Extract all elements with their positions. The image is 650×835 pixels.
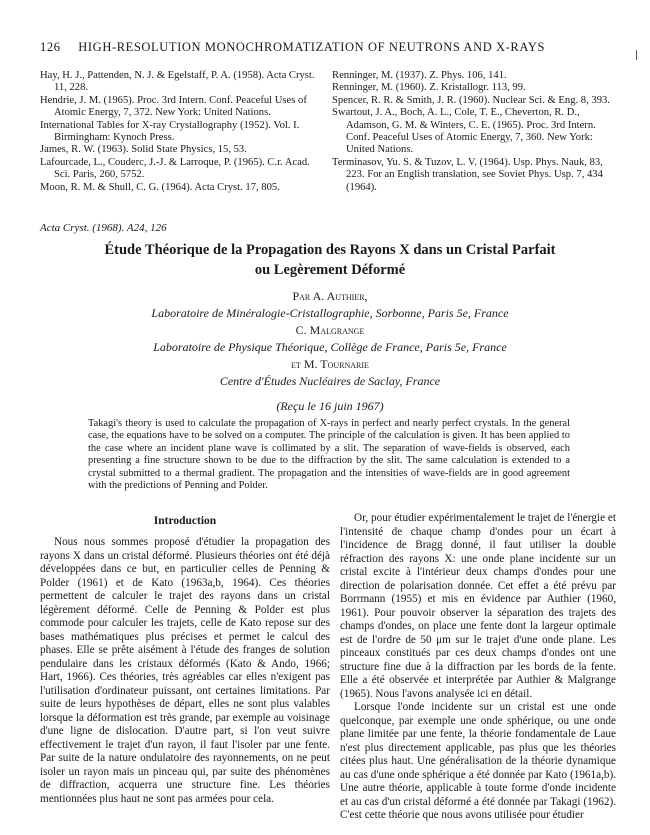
page-number: 126 <box>40 40 61 54</box>
reference-item: Moon, R. M. & Shull, C. G. (1964). Acta Cryst. 17, 805. <box>40 181 280 193</box>
reference-item: James, R. W. (1963). Solid State Physics, 15, 53. <box>40 144 247 156</box>
author-name: et M. Tournarie <box>291 357 369 371</box>
author-name: C. Malgrange <box>295 323 365 337</box>
reference-item: International Tables for X-ray Crystallography (1952). Vol. I. Birmingham: Kynoch Press. <box>40 119 300 144</box>
body-right-column <box>340 512 616 823</box>
running-title: HIGH-RESOLUTION MONOCHROMATIZATION OF NEUTRONS AND X-RAYS <box>78 40 546 54</box>
author-affiliation: Laboratoire de Minéralogie-Cristallographie, Sorbonne, Paris 5e, France <box>151 306 509 320</box>
received-date: (Reçu le 16 juin 1967) <box>276 399 384 413</box>
author-affiliation: Laboratoire de Physique Théorique, Collège de France, Paris 5e, France <box>153 340 507 354</box>
reference-item: Terminasov, Yu. S. & Tuzov, L. V. (1964). Usp. Phys. Nauk, 83, 223. For an English translation, see Soviet Phys. Usp. 7, 434 (1964). <box>332 156 603 193</box>
article-citation: Acta Cryst. (1968). A24, 126 <box>40 222 167 234</box>
body-left-column <box>40 536 330 806</box>
reference-item: Spencer, R. R. & Smith, J. R. (1960). Nuclear Sci. & Eng. 8, 393. <box>332 94 610 106</box>
author-affiliations <box>40 288 620 415</box>
body-paragraph: Lorsque l'onde incidente sur un cristal est une onde quelconque, par exemple une onde sphérique, ou une onde plane limitée par une fente, la théorie fondamentale de Laue n'est plus directement applicable, pas plus que les théories citées plus haut. Une généralisation de la théorie dynamique au cas d'une onde sphérique a été donnée par Kato (1961a,b). Une autre théorie, applicable à toute forme d'onde incidente et au cas d'un cristal déformé a été donnée par Takagi (1962). C'est cette théorie que nous avons utilisée pour étudier <box>340 701 616 821</box>
abstract: Takagi's theory is used to calculate the propagation of X-rays in perfect and nearly perfect crystals. In the general case, the equations have to be solved on a computer. The principle of the calculation is given. It has been applied to the case where an incident plane wave is collimated by a slit. The separation of wave-fields is observed, each presenting a fine structure shown to be due to the diffraction by the slit. The same calculation is extended to a crystal submitted to a thermal gradient. The propagation and the intensities of wave-fields are in good agreement with the predictions of Penning and Polder. <box>88 418 570 492</box>
title-line: Étude Théorique de la Propagation des Rayons X dans un Cristal Parfait <box>104 242 556 258</box>
running-head <box>40 40 620 55</box>
reference-item: Hendrie, J. M. (1965). Proc. 3rd Intern. Conf. Peaceful Uses of Atomic Energy, 7, 372. New York: United Nations. <box>40 94 307 119</box>
body-paragraph: Or, pour étudier expérimentalement le trajet de l'énergie et l'intensité de chaque champ d'ondes pour un écart à l'incidence de Bragg donné, il faut utiliser la double réfraction des rayons X: une onde plane incidente sur un cristal excite à l'intérieur deux champs d'ondes pour une direction de polarisation donnée. Cet effet a été prévu par Borrmann (1955) et mis en évidence par Authier (1960, 1961). Pour pouvoir observer la séparation des trajets des champs d'ondes, on place une fente dont la largeur optimale est de l'ordre de 50 μm sur le trajet d'une onde plane. Les pinceaux constitués par ces deux champs d'ondes ont une structure fine due à la diffraction par les bords de la fente. Elle a été observée et interprétée par Authier & Malgrange (1965). Nous l'avons analysée ici en détail. <box>340 512 616 700</box>
author-name: Par A. Authier, <box>292 289 368 303</box>
references-right-column <box>332 70 614 194</box>
reference-item: Renninger, M. (1960). Z. Kristallogr. 113, 99. <box>332 82 526 94</box>
reference-item: Lafourcade, L., Couderc, J.-J. & Larroque, P. (1965). C.r. Acad. Sci. Paris, 260, 5752. <box>40 156 310 181</box>
article-title <box>40 240 620 280</box>
reference-item: Renninger, M. (1937). Z. Phys. 106, 141. <box>332 70 507 81</box>
section-heading: Introduction <box>153 515 217 527</box>
reference-item: Swartout, J. A., Boch, A. L., Cole, T. E., Cheverton, R. D., Adamson, G. M. & Winters, C. E. (1965). Proc. 3rd Intern. Conf. Peaceful Uses of Atomic Energy, 7, 360. New York: United Nations. <box>332 107 596 156</box>
margin-mark <box>636 50 637 60</box>
title-line: ou Legèrement Déformé <box>254 262 406 278</box>
references-left-column <box>40 70 320 194</box>
body-paragraph: Nous nous sommes proposé d'étudier la propagation des rayons X dans un cristal déformé. Plusieurs théories ont été déjà développées dans ce but, en particulier celles de Penning & Polder (1961) et de Kato (1963a,b, 1964). Ces théories permettent de calculer le trajet des rayons dans un cristal légèrement déformé. Celle de Penning & Polder est plus commode pour calculer les trajets, celle de Kato repose sur des bases mathématiques plus précises et permet le calcul des phases. Elle se prête aisément à l'étude des franges de solution pendulaire dans les cristaux déformés (Kato & Ando, 1966; Hart, 1966). Ces théories, très agréables car elles n'exigent pas l'utilisation d'ordinateur puissant, ont certaines limitations. Par suite de leurs hypothèses de départ, elles ne sont plus valables lorsque la déformation est très grande, par exemple au voisinage d'une ligne de dislocation. D'autre part, si l'on veut suivre effectivement le trajet d'un rayon, il faut l'isoler par une fente. Par suite de la nature ondulatoire des rayonnements, on ne peut isoler un rayon mais un pinceau qui, par suite des phénomènes de diffraction, acquerra une structure fine. Les théories mentionnées plus haut ne sont pas armées pour cela. <box>40 536 330 805</box>
reference-item: Hay, H. J., Pattenden, N. J. & Egelstaff, P. A. (1958). Acta Cryst. 11, 228. <box>40 70 315 94</box>
author-affiliation: Centre d'Études Nucléaires de Saclay, France <box>219 374 441 388</box>
